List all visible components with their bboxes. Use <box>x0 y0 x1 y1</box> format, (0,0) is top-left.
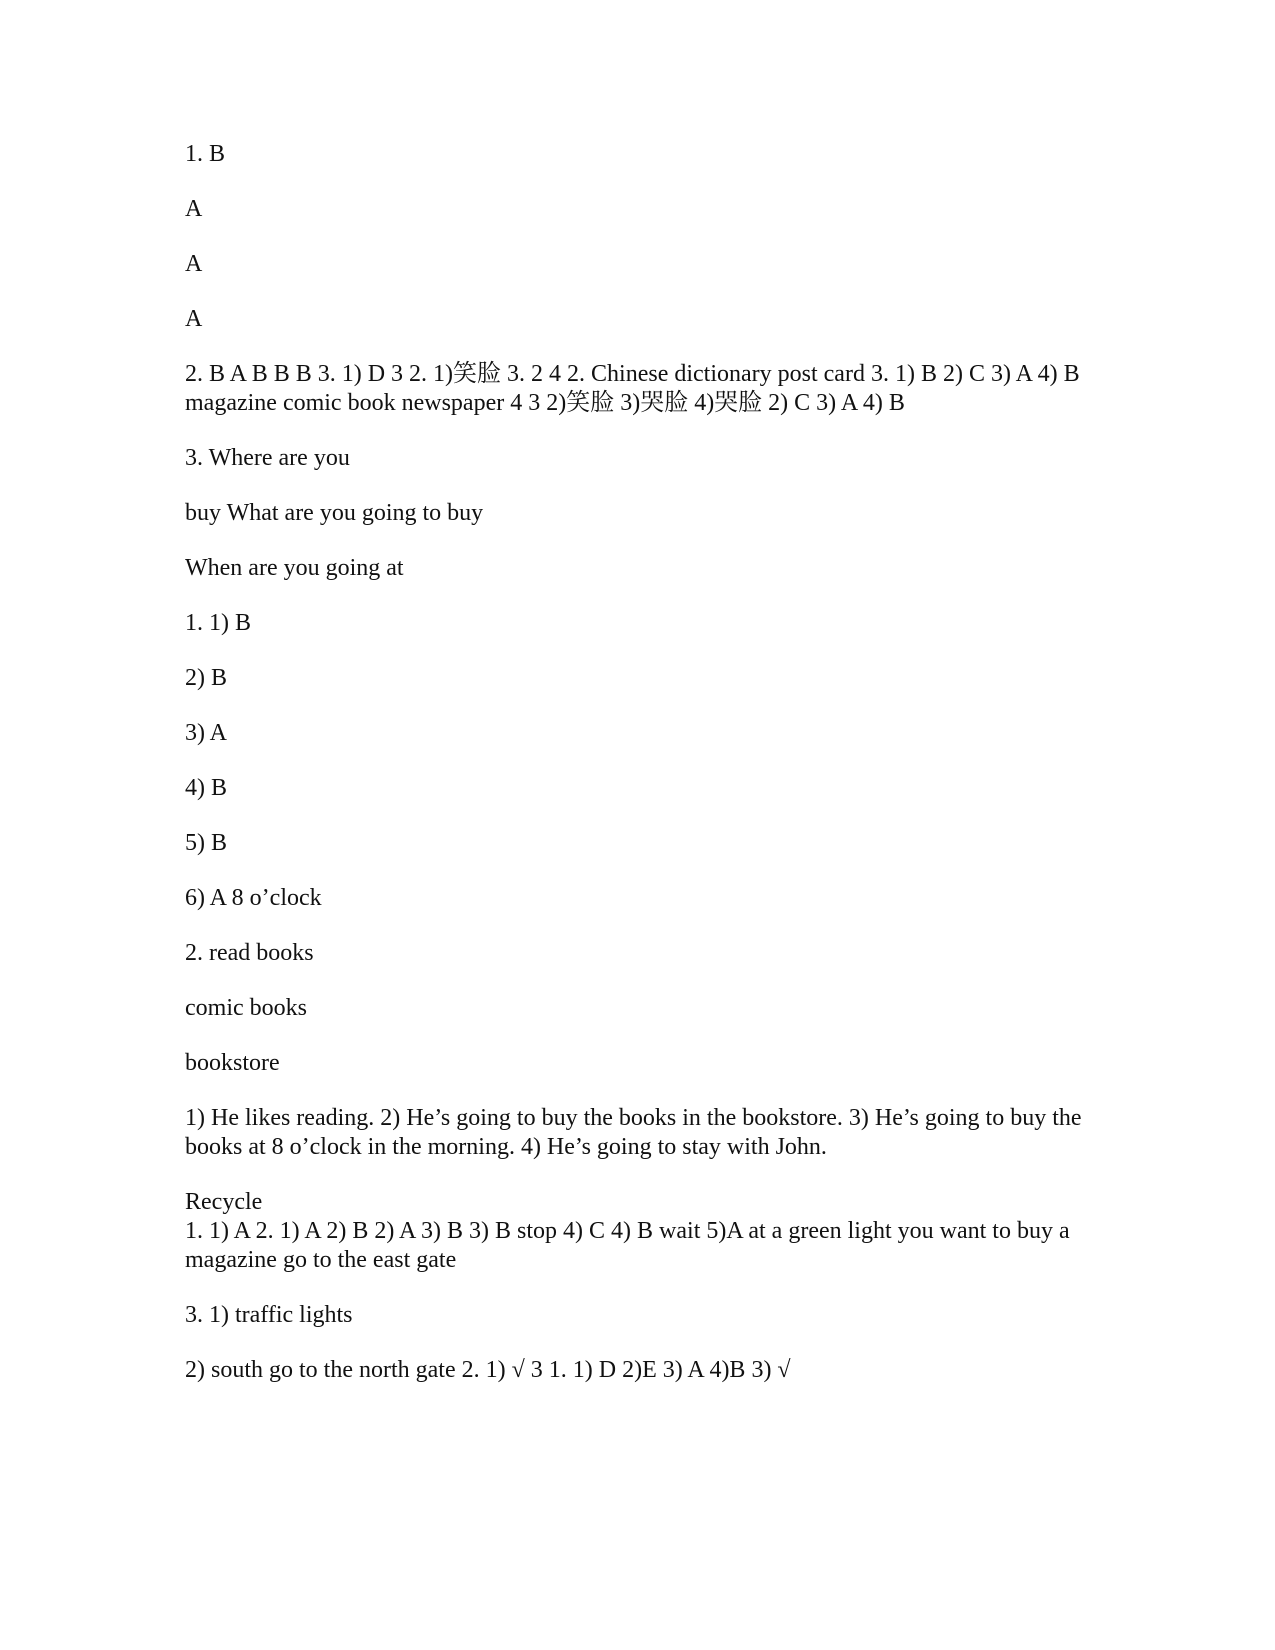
paragraph-18: 1) He likes reading. 2) He’s going to buy the books in the bookstore. 3) He’s going to buy the books at 8 o’clock in the morning. 4) He’s going to stay with John. <box>185 1105 1082 1160</box>
paragraph-9: 1. 1) B <box>185 610 251 636</box>
paragraph-4: A <box>185 306 203 332</box>
paragraph-14: 6) A 8 o’clock <box>185 885 322 911</box>
paragraph-12: 4) B <box>185 775 227 801</box>
paragraph-20: 1. 1) A 2. 1) A 2) B 2) A 3) B 3) B stop 4) C 4) B wait 5)A at a green light you want to buy a magazine go to the east gate <box>185 1218 1070 1273</box>
paragraph-3: A <box>185 251 203 277</box>
paragraph-21: 3. 1) traffic lights <box>185 1302 353 1328</box>
paragraph-22: 2) south go to the north gate 2. 1) √ 3 1. 1) D 2)E 3) A 4)B 3) √ <box>185 1357 791 1383</box>
paragraph-1: 1. B <box>185 141 226 167</box>
paragraph-8: When are you going at <box>185 555 404 581</box>
paragraph-17: bookstore <box>185 1050 280 1076</box>
paragraph-11: 3) A <box>185 720 227 746</box>
paragraph-5: 2. B A B B B 3. 1) D 3 2. 1)笑脸 3. 2 4 2. Chinese dictionary post card 3. 1) B 2) C 3) A 4) B magazine comic book newspaper 4 3 2)笑脸 3)哭脸 4)哭脸 2) C 3) A 4) B <box>185 361 1080 416</box>
document-page <box>185 140 1085 1411</box>
paragraph-7: buy What are you going to buy <box>185 500 484 526</box>
paragraph-13: 5) B <box>185 830 227 856</box>
paragraph-16: comic books <box>185 995 307 1021</box>
paragraph-15: 2. read books <box>185 940 314 966</box>
paragraph-2: A <box>185 196 203 222</box>
recycle-heading: Recycle <box>185 1189 263 1215</box>
paragraph-6: 3. Where are you <box>185 445 350 471</box>
paragraph-10: 2) B <box>185 665 227 691</box>
